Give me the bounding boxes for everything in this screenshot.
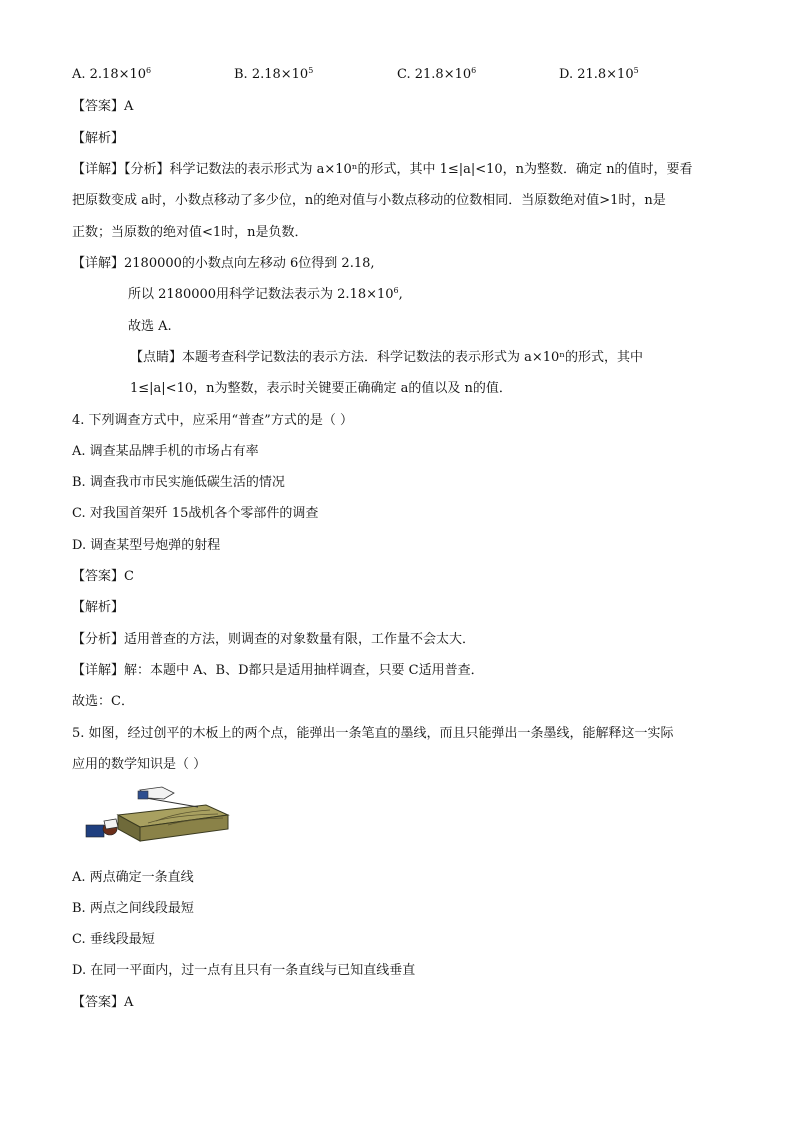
q5-answer: 【答案】A (72, 995, 134, 1010)
q4-stem: 4. 下列调查方式中，应采用“普查”方式的是（ ） (72, 413, 353, 428)
q5-stem-line-1: 5. 如图，经过创平的木板上的两个点，能弹出一条笔直的墨线，而且只能弹出一条墨线，能解释这一实际 (72, 726, 674, 741)
q5-stem-line-2: 应用的数学知识是（ ） (72, 757, 207, 772)
q4-choose: 故选：C． (72, 694, 134, 709)
q3-option-c: C. $21.8\times 10^6$ (397, 66, 477, 82)
q5-option-b: B. 两点之间线段最短 (72, 901, 194, 916)
q3-option-d: D. $21.8\times 10^5$ (559, 66, 639, 82)
q3-analysis-heading: 【解析】 (72, 131, 125, 146)
q3-option-b: B. $2.18\times 10^5$ (234, 66, 314, 82)
q3-answer: 【答案】A (72, 99, 134, 114)
q4-option-c: C. 对我国首架歼 15战机各个零部件的调查 (72, 506, 319, 521)
q4-option-a: A. 调查某品牌手机的市场占有率 (72, 444, 259, 459)
q3-point-line-1: 【点睛】本题考查科学记数法的表示方法．科学记数法的表示形式为 a×10ⁿ的形式，其中 (130, 350, 643, 365)
q4-option-b: B. 调查我市市民实施低碳生活的情况 (72, 475, 285, 490)
q3-detail-line-3: 正数；当原数的绝对值<1时，n是负数． (72, 225, 308, 240)
q4-option-d: D. 调查某型号炮弹的射程 (72, 538, 221, 553)
q3-detail-line-5: 所以 2180000用科学记数法表示为 $2.18\times 10^6$, (128, 286, 403, 302)
q5-option-c: C. 垂线段最短 (72, 932, 155, 947)
q5-option-a: A. 两点确定一条直线 (72, 870, 194, 885)
q3-detail-line-2: 把原数变成 a时，小数点移动了多少位，n的绝对值与小数点移动的位数相同．当原数绝对值>1时，n是 (72, 193, 666, 208)
q3-detail-line-6: 故选 A. (128, 319, 172, 334)
q3-option-a: A. $2.18\times 10^6$ (72, 66, 152, 82)
q5-option-d: D. 在同一平面内，过一点有且只有一条直线与已知直线垂直 (72, 963, 416, 978)
q3-detail-line-1: 【详解】【分析】科学记数法的表示形式为 a×10ⁿ的形式，其中 1≤|a|<10，n为整数．确定 n的值时，要看 (72, 162, 693, 177)
q4-detail: 【详解】解：本题中 A、B、D都只是适用抽样调查，只要 C适用普查． (72, 663, 484, 678)
q4-fenxi: 【分析】适用普查的方法，则调查的对象数量有限，工作量不会太大． (72, 632, 476, 647)
q4-analysis-heading: 【解析】 (72, 600, 125, 615)
q3-detail-line-4: 【详解】2180000的小数点向左移动 6位得到 2.18, (72, 256, 375, 271)
q4-answer: 【答案】C (72, 569, 134, 584)
q3-point-line-2: 1≤|a|<10，n为整数，表示时关键要正确确定 a的值以及 n的值． (130, 381, 512, 396)
carpentry-chalk-line-illustration (78, 785, 230, 847)
